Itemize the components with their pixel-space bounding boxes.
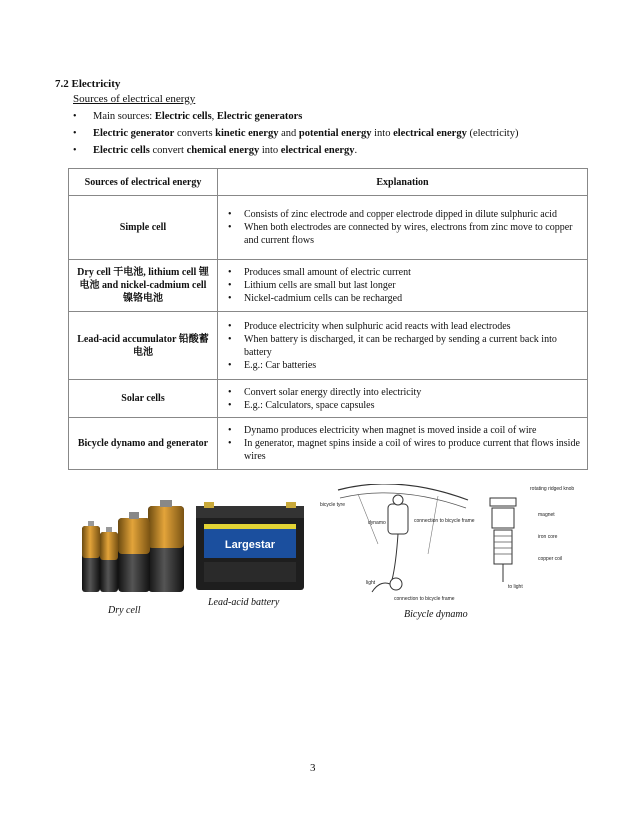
page-number: 3 (310, 762, 316, 774)
generator-label: iron core (538, 534, 558, 540)
explanation-item: • Nickel-cadmium cells can be recharged (224, 292, 581, 305)
row-name: Bicycle dynamo and generator (69, 418, 218, 470)
generator-label: rotating ridged knob (530, 486, 575, 492)
table-row (69, 418, 588, 470)
bicycle-dynamo-diagram (318, 484, 478, 608)
lead-acid-caption: Lead-acid battery (208, 597, 280, 608)
table-row (69, 380, 588, 418)
explanation-item: • Produces small amount of electric current (224, 266, 581, 279)
section-subtitle: Sources of electrical energy (73, 93, 196, 105)
dynamo-label: dynamo (368, 520, 386, 526)
generator-label: magnet (538, 512, 555, 518)
row-name: Dry cell 干电池, lithium cell 锂电池 and nickel-cadmium cell 镍铬电池 (69, 260, 218, 312)
dynamo-label: connection to bicycle frame (394, 596, 455, 602)
explanation-item: • When both electrodes are connected by wires, electrons from zinc move to copper and current flows (224, 221, 581, 247)
header-explanation: Explanation (218, 169, 588, 196)
explanation-item: • Convert solar energy directly into electricity (224, 386, 581, 399)
lead-acid-battery-image (192, 500, 308, 594)
bicycle-dynamo-caption: Bicycle dynamo (404, 609, 468, 620)
explanation-item: • E.g.: Calculators, space capsules (224, 399, 581, 412)
bullet-generator: • Electric generator converts kinetic energy and potential energy into electrical energy (electricity) (73, 128, 519, 139)
explanation-item: • When battery is discharged, it can be recharged by sending a current back into battery (224, 333, 581, 359)
explanation-item: • Consists of zinc electrode and copper electrode dipped in dilute sulphuric acid (224, 208, 581, 221)
explanation-item: • In generator, magnet spins inside a coil of wires to produce current that flows inside wires (224, 437, 581, 463)
bullet-main-sources: • Main sources: Electric cells, Electric generators (73, 111, 303, 122)
row-name: Lead-acid accumulator 铅酸蓄电池 (69, 312, 218, 380)
dynamo-label: bicycle tyre (320, 502, 346, 508)
bullet-cells: • Electric cells convert chemical energy into electrical energy. (73, 145, 358, 156)
battery-brand-label: Largestar (224, 539, 276, 551)
row-name: Solar cells (69, 380, 218, 418)
section-title: 7.2 Electricity (55, 78, 121, 90)
generator-diagram (478, 482, 588, 592)
header-sources: Sources of electrical energy (69, 169, 218, 196)
explanation-item: • E.g.: Car batteries (224, 359, 581, 372)
dry-cell-image (78, 496, 190, 600)
table-row (69, 260, 588, 312)
dry-cell-caption: Dry cell (108, 605, 141, 616)
dynamo-label: light (366, 580, 376, 586)
intro-bullets (73, 108, 593, 159)
table-row (69, 196, 588, 260)
dynamo-label: connection to bicycle frame (414, 518, 475, 524)
table-row (69, 312, 588, 380)
generator-label: copper coil (538, 556, 563, 562)
sources-table (68, 168, 588, 470)
explanation-item: • Produce electricity when sulphuric acid reacts with lead electrodes (224, 320, 581, 333)
explanation-item: • Lithium cells are small but last longer (224, 279, 581, 292)
explanation-item: • Dynamo produces electricity when magnet is moved inside a coil of wire (224, 424, 581, 437)
row-name: Simple cell (69, 196, 218, 260)
generator-label: to light (508, 584, 523, 590)
table-header-row (69, 169, 588, 196)
